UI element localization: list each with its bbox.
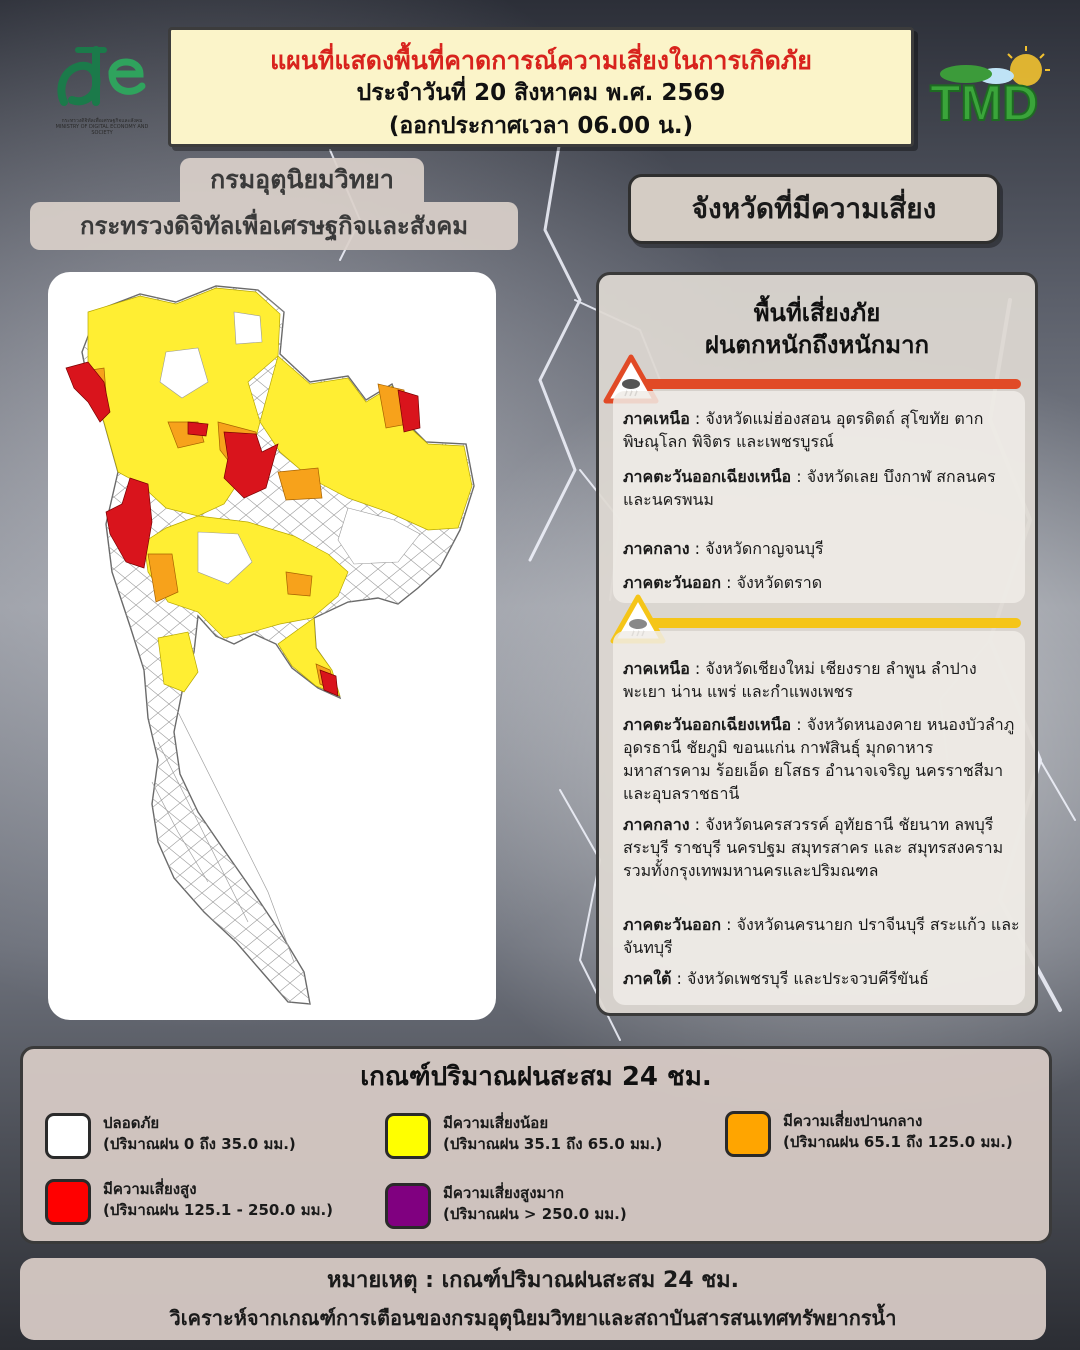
low-risk-south	[623, 967, 1023, 990]
hazard-title-line1: พื้นที่เสี่ยงภัย	[753, 299, 881, 327]
forecast-date: ประจำวันที่ 20 สิงหาคม พ.ศ. 2569	[356, 80, 726, 106]
region-name: ภาคตะวันออกเฉียงเหนือ	[623, 467, 792, 486]
legend-range: (ปริมาณฝน > 250.0 มม.)	[443, 1205, 627, 1223]
low-risk-central	[623, 813, 1023, 882]
low-risk-northeast	[623, 713, 1023, 805]
legend-range: (ปริมาณฝน 0 ถึง 35.0 มม.)	[103, 1135, 296, 1153]
province-list: : จังหวัดเพชรบุรี และประจวบคีรีขันธ์	[671, 969, 929, 988]
province-list: : จังหวัดเลย บึงกาฬ สกลนคร และนครพนม	[623, 467, 996, 509]
low-risk-east	[623, 913, 1023, 959]
legend-range: (ปริมาณฝน 125.1 - 250.0 มม.)	[103, 1201, 334, 1219]
legend-range: (ปริมาณฝน 65.1 ถึง 125.0 มม.)	[783, 1133, 1013, 1151]
thailand-map	[48, 272, 496, 1020]
ministry-logo-caption: กระทรวงดิจิทัลเพื่อเศรษฐกิจและสังคม MINISTRY OF DIGITAL ECONOMY AND SOCIETY	[55, 118, 149, 136]
province-list: : จังหวัดนครนายก ปราจีนบุรี สระแก้ว และจันทบุรี	[623, 915, 1020, 957]
hazard-title	[599, 297, 1035, 361]
high-risk-east	[623, 571, 1023, 594]
low-risk-bar	[639, 618, 1021, 628]
legend-label: มีความเสี่ยงปานกลาง	[783, 1112, 923, 1130]
legend-range: (ปริมาณฝน 35.1 ถึง 65.0 มม.)	[443, 1135, 663, 1153]
legend-label: มีความเสี่ยงสูงมาก	[443, 1184, 564, 1202]
high-risk-northeast	[623, 465, 1023, 511]
ministry-name: กระทรวงดิจิทัลเพื่อเศรษฐกิจและสังคม	[30, 202, 518, 250]
province-list: : จังหวัดตราด	[721, 573, 823, 592]
region-name: ภาคตะวันออก	[623, 573, 722, 592]
region-name: ภาคตะวันออกเฉียงเหนือ	[623, 715, 792, 734]
risk-provinces-header: จังหวัดที่มีความเสี่ยง	[628, 174, 1000, 244]
legend-label: มีความเสี่ยงสูง	[103, 1180, 197, 1198]
legend-swatch	[385, 1183, 431, 1229]
region-name: ภาคใต้	[623, 969, 672, 988]
legend-label: มีความเสี่ยงน้อย	[443, 1114, 549, 1132]
hazard-title-line2: ฝนตกหนักถึงหนักมาก	[704, 331, 930, 359]
issue-time: (ออกประกาศเวลา 06.00 น.)	[388, 113, 694, 139]
high-risk-central	[623, 537, 1023, 560]
low-risk-north	[623, 657, 1023, 703]
region-name: ภาคกลาง	[623, 815, 690, 834]
footnote-line1: หมายเหตุ : เกณฑ์ปริมาณฝนสะสม 24 ชม.	[326, 1268, 740, 1293]
legend-swatch	[725, 1111, 771, 1157]
legend-swatch	[385, 1113, 431, 1159]
tmd-logo-text: TMD	[930, 75, 1039, 130]
legend-swatch	[45, 1179, 91, 1225]
province-list: : จังหวัดหนองคาย หนองบัวลำภู อุดรธานี ชัยภูมิ ขอนแก่น กาฬสินธุ์ มุกดาหาร มหาสารคาม ร้อยเอ็ด ยโสธร อำนาจเจริญ นครราชสีมา และอุบลราชธานี	[623, 715, 1015, 803]
low-risk-section	[613, 631, 1025, 1005]
tmd-logo-icon	[926, 40, 1061, 130]
province-list: : จังหวัดแม่ฮ่องสอน อุตรดิตถ์ สุโขทัย ตาก พิษณุโลก พิจิตร และเพชรบูรณ์	[623, 409, 984, 451]
page-title: แผนที่แสดงพื้นที่คาดการณ์ความเสี่ยงในการเกิดภัย	[270, 46, 812, 75]
province-list: : จังหวัดเชียงใหม่ เชียงราย ลำพูน ลำปาง พะเยา น่าน แพร่ และกำแพงเพชร	[623, 659, 977, 701]
high-risk-north	[623, 407, 1023, 453]
province-list: : จังหวัดกาญจนบุรี	[689, 539, 824, 558]
legend-label: ปลอดภัย	[103, 1114, 160, 1132]
footnote	[20, 1258, 1046, 1340]
province-list: : จังหวัดนครสวรรค์ อุทัยธานี ชัยนาท ลพบุรี สระบุรี ราชบุรี นครปฐม สมุทรสาคร และ สมุทรสงคราม รวมทั้งกรุงเทพมหานครและปริมณฑล	[623, 815, 1004, 880]
legend-title: เกณฑ์ปริมาณฝนสะสม 24 ชม.	[360, 1062, 712, 1092]
title-box	[168, 27, 914, 147]
region-name: ภาคเหนือ	[623, 659, 690, 678]
risk-map	[48, 272, 496, 1020]
region-name: ภาคเหนือ	[623, 409, 690, 428]
department-name: กรมอุตุนิยมวิทยา	[180, 158, 424, 202]
region-name: ภาคตะวันออก	[623, 915, 722, 934]
footnote-line2: วิเคราะห์จากเกณฑ์การเตือนของกรมอุตุนิยมวิทยาและสถาบันสารสนเทศทรัพยากรน้ำ	[169, 1306, 897, 1330]
rainfall-legend	[20, 1046, 1052, 1244]
risk-info-panel	[596, 272, 1038, 1016]
department-label	[30, 158, 518, 250]
high-risk-bar	[639, 379, 1021, 389]
region-name: ภาคกลาง	[623, 539, 690, 558]
legend-swatch	[45, 1113, 91, 1159]
high-risk-section	[613, 391, 1025, 603]
